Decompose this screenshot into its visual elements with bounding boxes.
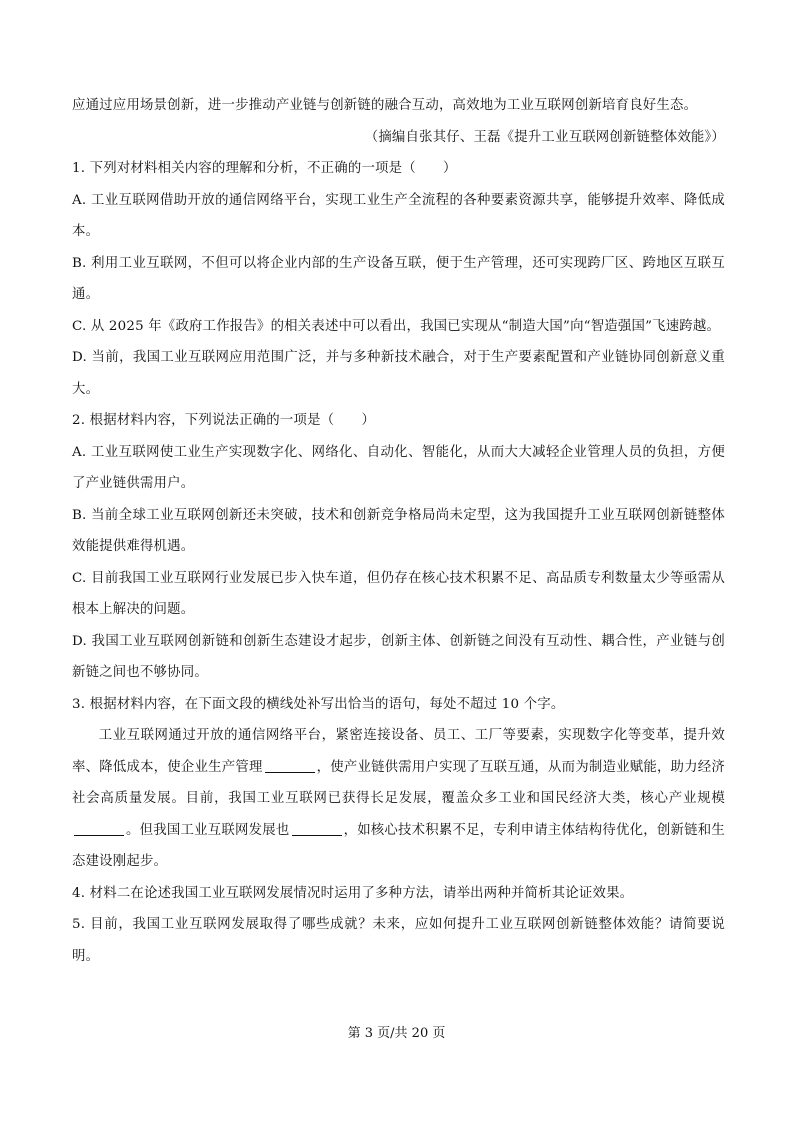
passage-segment-b: ，使产业链供需用户实现了互联互通，从而为制造业赋能，助力经济社会高质量发展。目前，我国工业互联网已获得长足发展，覆盖众多工业和国民经济大类，核心产业规模 — [72, 759, 725, 806]
question-5-stem: 5. 目前，我国工业互联网发展取得了哪些成就？未来，应如何提升工业互联网创新链整体效能？请简要说明。 — [72, 917, 725, 964]
question-2-option-a: A. 工业互联网使工业生产实现数字化、网络化、自动化、智能化，从而大大减轻企业管理人员的负担，方便了产业链供需用户。 — [72, 444, 725, 491]
answer-blank-1[interactable] — [265, 758, 315, 773]
question-1-stem: 1. 下列对材料相关内容的理解和分析，不正确的一项是（ ） — [72, 161, 457, 176]
answer-blank-2[interactable] — [74, 821, 124, 836]
question-4-stem: 4. 材料二在论述我国工业互联网发展情况时运用了多种方法，请举出两种并简析其论证效果。 — [72, 885, 634, 901]
question-2-stem: 2. 根据材料内容，下列说法正确的一项是（ ） — [72, 413, 376, 428]
passage-segment-c: 。但我国工业互联网发展也 — [126, 822, 290, 838]
question-3-stem: 3. 根据材料内容，在下面文段的横线处补写出恰当的语句，每处不超过 10 个字。 — [72, 696, 565, 712]
question-2-option-b: B. 当前全球工业互联网创新还未突破，技术和创新竞争格局尚未定型，这为我国提升工业互联网创新链整体效能提供难得机遇。 — [72, 507, 725, 554]
source-citation: （摘编自张其仔、王磊《提升工业互联网创新链整体效能》） — [364, 129, 725, 145]
question-2 — [72, 405, 725, 689]
page-footer: 第 3 页/共 20 页 — [347, 1026, 446, 1041]
question-1 — [72, 153, 725, 405]
question-1-option-c: C. 从 2025 年《政府工作报告》的相关表述中可以看出，我国已实现从“制造大国”向“智造强国”飞速跨越。 — [72, 318, 721, 334]
question-1-option-a: A. 工业互联网借助开放的通信网络平台，实现工业生产全流程的各种要素资源共享，能够提升效率、降低成本。 — [72, 192, 725, 239]
document-body — [72, 90, 725, 972]
answer-blank-3[interactable] — [292, 821, 342, 836]
question-1-option-d: D. 当前，我国工业互联网应用范围广泛，并与多种新技术融合，对于生产要素配置和产业链协同创新意义重大。 — [72, 350, 725, 397]
passage-segment-a: 工业互联网通过开放的通信网络平台，紧密连接设备、员工、工厂等要素，实现数字化等变革，提升效率、降低成本，使企业生产管理 — [72, 728, 725, 775]
question-1-option-b: B. 利用工业互联网，不但可以将企业内部的生产设备互联，便于生产管理，还可实现跨厂区、跨地区互联互通。 — [72, 255, 725, 302]
passage-segment-d: ，如核心技术积累不足，专利申请主体结构待优化，创新链和生态建设刚起步。 — [72, 822, 725, 869]
intro-paragraph-tail: 应通过应用场景创新，进一步推动产业链与创新链的融合互动，高效地为工业互联网创新培育良好生态。 — [72, 98, 698, 113]
question-2-option-c: C. 目前我国工业互联网行业发展已步入快车道，但仍存在核心技术积累不足、高品质专利数量太少等亟需从根本上解决的问题。 — [72, 570, 725, 617]
question-2-option-d: D. 我国工业互联网创新链和创新生态建设才起步，创新主体、创新链之间没有互动性、耦合性，产业链与创新链之间也不够协同。 — [72, 633, 725, 680]
question-3-passage — [72, 720, 725, 878]
question-3 — [72, 689, 725, 878]
